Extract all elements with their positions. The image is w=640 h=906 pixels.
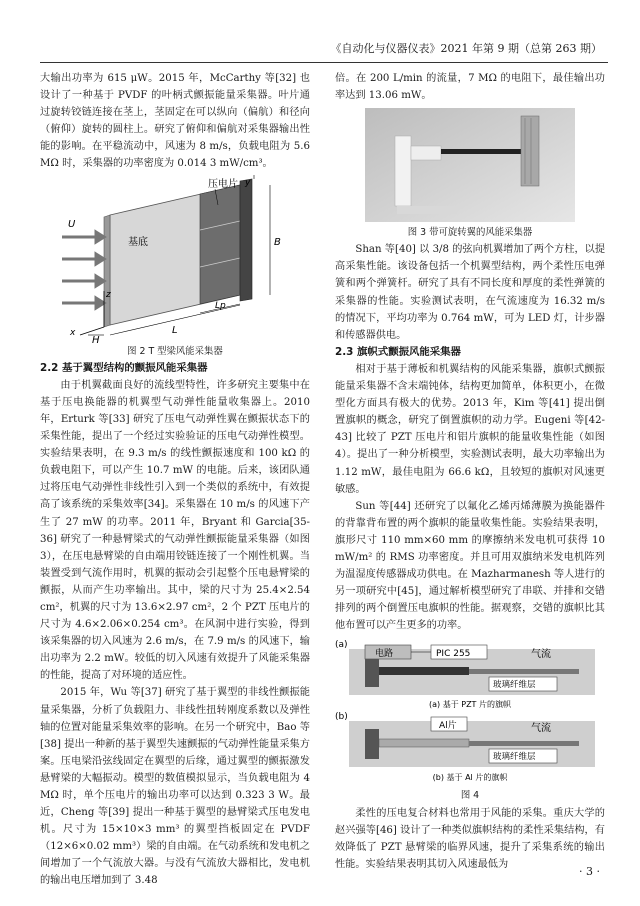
rotatable-wing-photo	[335, 106, 605, 224]
fig4b-fiber-label: 玻璃纤维层	[493, 752, 536, 763]
page-number: · 3 ·	[579, 865, 600, 878]
axis-z-label: z	[106, 289, 111, 300]
right-paragraph-3: 相对于基于薄板和机翼结构的风能采集器，旗帜式颤振能量采集器不含末端钝体，结构更加简单，体积更小，在微型化方面具有极大的优势。2013 年，Kim 等[41] 提出倒置旗帜的概念，研究了倒置旗帜的动力学。Eugeni 等[42-43] 比较了 PZT 压电片和铝片旗帜的能量收集性能（如图 4）。提出了一种分析模型，实验测试表明，最大功率输出为 1.12 mW，最佳电阻为 66.6 kΩ，且较短的旗帜对风速更敏感。	[335, 363, 605, 495]
figure-3	[335, 106, 605, 224]
journal-header: 《自动化与仪器仪表》2021 年第 9 期（总第 263 期）	[330, 42, 602, 55]
fig4a-pic-label: PIC 255	[436, 649, 471, 660]
figure-3-caption: 图 3 带可旋转翼的风能采集器	[407, 227, 533, 239]
dim-h-label: H	[92, 334, 100, 343]
left-paragraph-2: 由于机翼截面良好的流线型特性，许多研究主要集中在基于压电换能器的机翼型气动弹性能量收集器上。2010 年，Erturk 等[33] 研究了压电气动弹性翼在颤振状态下的采集性能，提出了一个经过实验验证的压电气动弹性模型。实验结果表明，在 9.3 m/s 的线性颤振速度和 100 kΩ 的负载电阻下，可以产生 10.7 mW 的电能。后来，该团队通过将压电气动弹性非线性引入到一个类似的系统中，有效提高了该系统的采集效率[34]。采集器在 10 m/s 的风速下产生了 27 mW 的功率。2011 年，Bryant 和 Garcia[35-36] 研究了一种悬臂梁式的气动弹性颤振能量采集器（如图 3），在压电悬臂梁的自由端用铰链连接了一个刚性机翼。当装置受到气流作用时，机翼的振动会引起整个压电悬臂梁的颤振，从而产生功率输出。其中，梁的尺寸为 25.4×2.54 cm²，机翼的尺寸为 13.6×2.97 cm²，2 个 PZT 压电片的尺寸为 4.6×2.06×0.254 cm³。在风洞中进行实验，得到该采集器的切入风速为 2.6 m/s，在 7.9 m/s 的风速下，输出功率为 2.2 mW。较低的切入风速有效提升了风能采集器的性能，提高了对环境的适应性。	[40, 379, 310, 682]
right-paragraph-2: Shan 等[40] 以 3/8 的弦向机翼增加了两个方柱，以提高采集性能。该设备包括一个机翼型结构，两个柔性压电弹簧和两个弹簧杆。研究了具有不同长度和厚度的柔性弹簧的采集器的性能。实验测试表明，在气流速度为 16.32 m/s 的情况下，平均功率为 0.764 mW，可为 LED 灯，计步器和传感器供电。	[335, 244, 606, 341]
fig4b-al-label: Al片	[439, 721, 457, 732]
flag-harvester-diagram	[335, 637, 605, 787]
piezo-region	[200, 185, 240, 304]
left-paragraph-1: 大输出功率为 615 μW。2015 年，McCarthy 等[32] 也设计了一种基于 PVDF 的叶柄式颤振能量采集器。叶片通过旋转铰链连接在茎上，茎固定在可以纵向（偏航）和径向（俯仰）旋转的圆柱上。研究了俯仰和偏航对采集器输出性能的影响。在平稳流动中，风速为 8 m/s，负载电阻为 5.6 MΩ 时，采集器的功率密度为 0.014 3 mW/cm³。	[40, 73, 310, 170]
axis-x-label: x	[70, 327, 76, 338]
figure-4-caption: 图 4	[460, 790, 480, 802]
dim-b-label: B	[274, 236, 281, 248]
left-paragraph-3: 2015 年，Wu 等[37] 研究了基于翼型的非线性颤振能量采集器，分析了负载阻力、非线性扭转刚度系数以及弹性轴的位置对能量采集效率的影响。在另一个研究中，Bao 等[38] 提出一种新的基于翼型失速颤振的气动弹性能量采集方案。压电梁沿弦线固定在翼型的后缘，通过翼型的颤振激发悬臂梁的大幅振动。模型的数值模拟显示，当负载电阻为 4 MΩ 时，单个压电片的输出功率可以达到 0.323 3 W。最近，Cheng 等[39] 提出一种基于翼型的悬臂梁式压电发电机。尺寸为 15×10×3 mm³ 的翼型挡板固定在 PVDF（12×6×0.02 mm³）梁的自由端。在气动系统和发电机之间增加了一个气流放大器。与没有气流放大器相比，发电机的输出电压增加到了 3.48	[40, 687, 310, 887]
section-2-3-heading: 2.3 旗帜式颤振风能采集器	[335, 345, 461, 358]
header-rule	[40, 62, 608, 63]
clamp	[240, 179, 252, 301]
right-paragraph-1: 倍。在 200 L/min 的流量，7 MΩ 的电阻下，最佳输出功率达到 13.06 mW。	[335, 73, 605, 102]
fig4a-tag: (a)	[335, 640, 348, 651]
figure-2	[40, 175, 310, 343]
fig4a-fiber-label: 玻璃纤维层	[493, 680, 536, 691]
right-paragraph-4: Sun 等[44] 还研究了以氟化乙烯丙烯薄膜为换能器件的背靠背布置的两个旗帜的能量收集性能。实验结果表明，旗形尺寸 110 mm×60 mm 的摩擦纳米发电机可获得 10 mW/m² 的 RMS 功率密度。并且可用双旗纳米发电机阵列为温湿度传感器成功供电。在 Mazharmanesh 等人进行的另一项研究中[45]，通过解析模型研究了串联、并排和交错排列的两个倒置压电旗帜的性能。据观察，交错的旗帜比其他布置可以产生更多的功率。	[335, 500, 605, 632]
fig4a-flow-label: 气流	[531, 649, 551, 661]
axis-y-label: y	[245, 177, 251, 188]
wind-label-u: U	[68, 218, 76, 230]
dim-lp-label: Lp	[215, 300, 226, 311]
t-beam-diagram	[40, 175, 310, 343]
left-column	[40, 70, 310, 890]
figure-2-caption: 图 2 T 型梁风能采集器	[127, 345, 223, 357]
figure-4	[335, 637, 605, 787]
fig4b-flow-label: 气流	[531, 723, 551, 735]
fig4a-subcaption: (a) 基于 PZT 片的旗帜	[429, 700, 511, 710]
right-paragraph-5: 柔性的压电复合材料也常用于风能的采集。重庆大学的赵兴强等[46] 设计了一种类似旗帜结构的柔性采集结构，有效降低了 PZT 悬臂梁的临界风速，提升了采集系统的输出性能。实验结果表明其切入风速最低为	[335, 807, 605, 870]
piezo-label: 压电片	[208, 178, 238, 190]
section-2-2-heading: 2.2 基于翼型结构的颤振风能采集器	[40, 361, 208, 374]
dim-l-label: L	[172, 324, 178, 336]
fig4a-circuit-label: 电路	[375, 649, 394, 660]
fig4b-tag: (b)	[335, 712, 348, 723]
wind-arrows	[62, 232, 104, 308]
substrate-label: 基底	[128, 236, 148, 248]
right-column	[335, 70, 605, 873]
plate-edge	[104, 215, 110, 327]
fig4b-subcaption: (b) 基于 Al 片的旗帜	[432, 773, 508, 783]
